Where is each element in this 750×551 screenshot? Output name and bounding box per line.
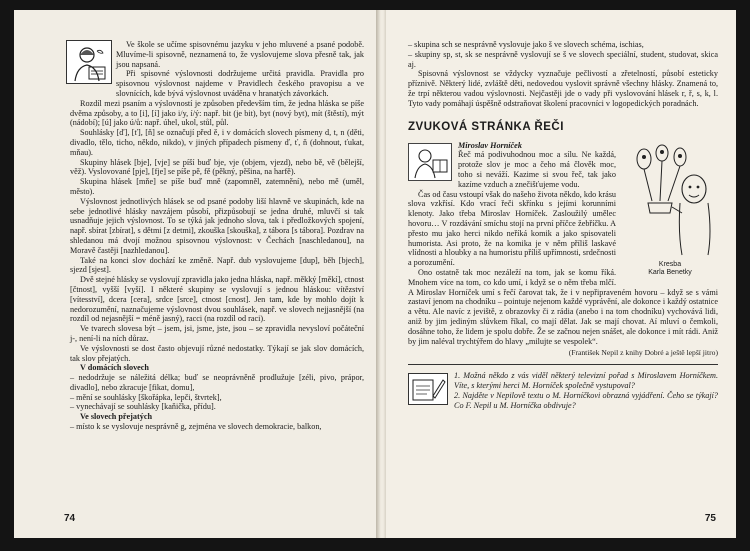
list-item-sch: – skupina sch se nesprávně vyslovuje jako š ve slovech schéma, ischias, bbox=[408, 40, 644, 49]
story-paragraph-3: Ono ostatně tak moc nezáleží na tom, jak se komu říká. Mnohem více na tom, co kdo umí, i když se o něm třeba mlčí. A Miroslav Horníček umí s řečí čarovat tak, že i v nepřipraveném hovoru – když se s vámi zastaví jenom na chodníku – pointuje nejenom každé vyprávění, ale dokonce i každý ostatnice a větu. Ale navíc z jeviště, z obrazovky či z rádia (anebo i na tom chodníku) vychovává lidi, aniž by jim jediným slůvkem říkal, co mají dělat. Jak se mají chovat. Aí mluví o čemkoli, dosáhne toho, že lidem je spolu dobře. Že se začnou nejen snášet, ale dokonce i mít rádi. Aniž by jim naléval trychtýřem do hlavy „milujte se vespolek“. bbox=[408, 267, 718, 346]
exercise-2: 2. Najděte v Nepilově textu o M. Horníčkovi obrazná vyjádření. Čeho se týkají? Co F. Nepil u M. Horníčka obdivuje? bbox=[454, 390, 718, 410]
right-page bbox=[386, 10, 736, 538]
subheading-domestic-words: V domácích slovech bbox=[80, 363, 149, 373]
paragraph-double-consonants: Dvě stejné hlásky se vyslovují zpravidla jako jedna hláska, např. měkký [měkí], ctnost [čtnost], vyšší [vyší]. I některé skupiny se vyslovují s jednou hláskou: vítězství [vítesství], dcera [cera], srdce [srce], ctnost [cnost]. Jen tam, kde by mohlo dojít k nedorozumění, naznačujeme výslovnost dvou souhlásek, např. ve slovech nejjasnější (na rozdíl od nejasnější = méně jasný), racci (na rozdíl od raci). bbox=[70, 275, 364, 324]
paragraph-speech-defects: Spisovná výslovnost se vždycky vyznačuje pečlivostí a zřetelností, působí esteticky příznivě. Některý lidé, zvláště děti, nedovedou vyslovit správně všechny hlásky. Znamená to, že trpí některou vadou výslovnosti. Nejčastěji jde o vady při vyslovování hlásek r, ř, s, k, l. Tyto vady pomáhají úspěšně odstraňovat školení pracovníci v logopedických poradnách. bbox=[408, 69, 718, 108]
paragraph-word-end: Také na konci slov dochází ke změně. Např. dub vyslovujeme [dup], běh [bjech], sjezd [sjest]. bbox=[70, 255, 364, 275]
subheading-foreign-words: Ve slovech přejatých bbox=[80, 412, 153, 422]
exercise-divider bbox=[408, 364, 718, 365]
reading-figure-icon bbox=[408, 143, 452, 181]
list-item-consonant-omission: – vynechávají se souhlásky [kaňička, přídu]. bbox=[70, 402, 216, 412]
exercise-block bbox=[408, 371, 718, 410]
left-page bbox=[14, 10, 378, 538]
paragraph-bje-vje: Skupiny hlásek [bje], [vje] se píší buď bje, vje (objem, vjezd), nebo bě, vě (bělejší, věž). Vyslovované [pje], [fje] se píše pě, fě (pěkný, pěšina, na harfě). bbox=[70, 157, 364, 177]
paragraph-verb-byt: Ve tvarech slovesa být – jsem, jsi, jsme, jste, jsou – se zpravidla nevysloví počáteční j-, není-li na ních důraz. bbox=[70, 324, 364, 343]
page-number-right: 75 bbox=[704, 513, 716, 524]
story-source: (František Nepil z knihy Dobré a ještě lepší jitro) bbox=[568, 348, 718, 358]
list-item-sp-st-sk: – skupiny sp, st, sk se nesprávně vyslovují se š ve slovech speciální, student, studovat, skica aj. bbox=[408, 49, 718, 69]
exercise-1: 1. Možná někdo z vás viděl některý televizní pořad s Miroslavem Horníčkem. Víte, s kterými herci M. Horníček společně vystupoval? bbox=[454, 371, 718, 390]
paragraph-consonants: Souhlásky [ď], [ť], [ň] se označují před ě, i v domácích slovech písmeny d, t, n (děti, divadlo, tělo, ticho, někdo, nikdo), v jiných případech písmeny ď, ť, ň (dohnout, ťukat, mňau). bbox=[70, 128, 364, 157]
paragraph-difference: Rozdíl mezi psaním a výslovností je způsoben především tím, že jedna hláska se píše dvěma způsoby, a to [i], [í] jako i/y, í/ý: např. bit (je bit), byt (nový byt), mít (štěstí), mýt (nádobí); [ú] jako ú/ů: např. úhel, ukol, stůl, půl. bbox=[70, 98, 364, 128]
page-number-left: 74 bbox=[64, 513, 76, 524]
intro-paragraph-2: Při spisovné výslovnosti dodržujeme určitá pravidla. Pravidla pro spisovnou výslovnost najdeme v Pravidlech českého pravopisu a ve slovnících, kde bývá výslovnost uváděna v hranatých závorkách. bbox=[116, 69, 364, 98]
list-item-k-to-g: – místo k se vyslovuje nesprávně g, zejména ve slovech demokracie, balkon, bbox=[70, 422, 322, 432]
story-paragraph-2: Čas od času vstoupí však do našeho života někdo, kdo krásu slova vzkřísí. Kdo vrací řeči skřínku s jejími korunními klenoty. Jako třeba Miroslav Horníček. Zasloužilý umělec hovoru… V rozdávání smíchu stojí na první příčce žebříčku. A přesto mu jako herci nikdo neříká komik a jako spisovateli humorista. Asi proto, že na komika je v něm příliš laskavé vlídnosti a hloubky a na humoristu příliš upřímnosti, srdečnosti a porozumění. bbox=[408, 189, 616, 268]
illustration-karla-benetky bbox=[622, 143, 718, 277]
list-item-consonant-change: – mění se souhlásky [škořápka, lepči, štvrtek], bbox=[70, 392, 222, 402]
paragraph-mne: Skupina hlásek [mňe] se píše buď mně (zapomněl, zatemnění), nebo mě (uměl, město). bbox=[70, 177, 364, 196]
paragraph-deficiencies: Ve výslovnosti se dost často objevují různé nedostatky. Týkají se jak slov domácích, tak slov přejatých. bbox=[70, 343, 364, 363]
writing-hand-icon bbox=[408, 373, 448, 405]
list-item-length: – nedodržuje se náležitá délka; buď se neoprávněně prodlužuje [zéli, pivo, prápor, divadlo], nebo zkracuje [fikat, domu], bbox=[70, 373, 364, 392]
paragraph-assimilation: Výslovnost jednotlivých hlásek se od psané podoby liší hlavně ve skupinách, kde na sebe jednotlivé hlásky navzájem působí, přizpůsobují se jedna druhé, mluvčí si tak usnadňuje jejich výslovnost. To se týká jak jednoho slova, tak i předložkových spojení, např. sbírat [zbírat], s dětmi [z detmi], zkouška [skouška], z tábora [s tábora]. Pozdrav na shledanou má dvojí možnou spisovnou výslovnost: v Čechách [naschledanou], na Moravě častěji [nazhledanou]. bbox=[70, 196, 364, 255]
story-author: Miroslav Horníček bbox=[458, 140, 522, 150]
intro-paragraph-1: Ve škole se učíme spisovnému jazyku v jeho mluvené a psané podobě. Mluvíme-li spisovně, neznamená to, že vyslovujeme slova přesně tak, jak jsou napsaná. bbox=[116, 40, 364, 69]
speaking-student-icon bbox=[66, 40, 112, 84]
section-title: ZVUKOVÁ STRÁNKA ŘEČI bbox=[408, 120, 564, 133]
illustration-caption-line-1: Kresba bbox=[658, 260, 682, 268]
illustration-caption-line-2: Karla Benetky bbox=[648, 268, 692, 276]
story-paragraph-1: Řeč má podivuhodnou moc a sílu. Ne každá, protože slov je moc a čeho má člověk moc, toho si neváží. Kazime si svou řeč, tak jako kazíme vzduch a znečišťujeme vodu. bbox=[458, 150, 616, 189]
